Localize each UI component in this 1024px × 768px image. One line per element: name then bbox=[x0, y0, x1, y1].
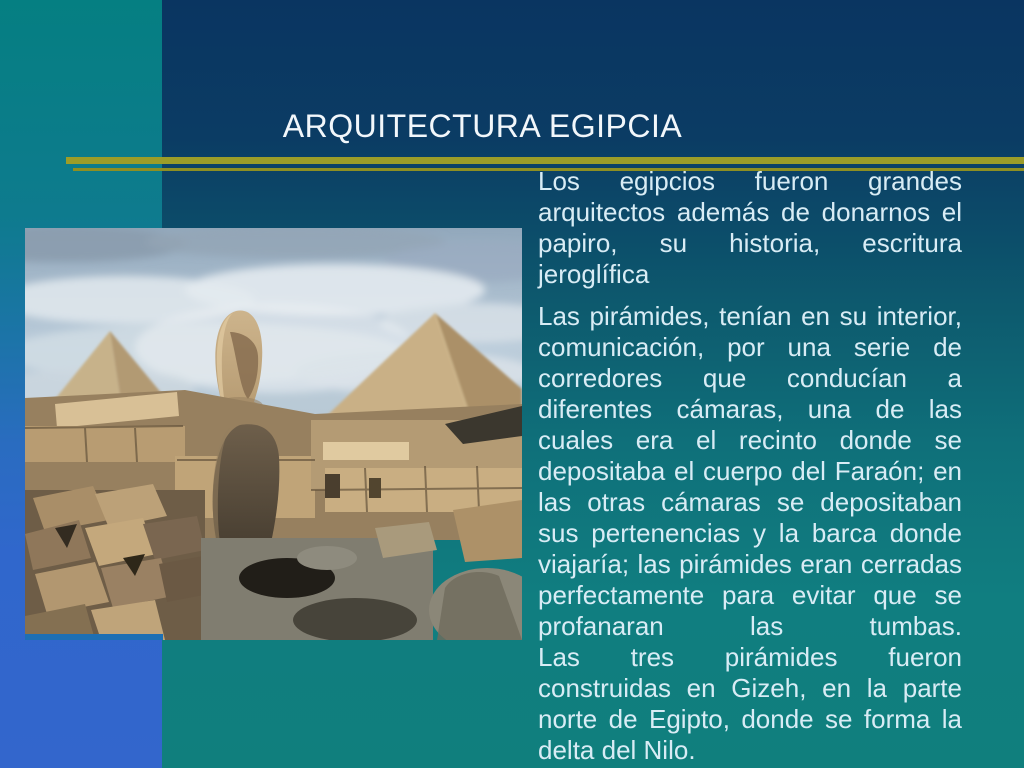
paragraph-pyramids-part1: Las pirámides, tenían en su interior, comunicación, por una serie de corredores que conducían a diferentes cámaras, una de las cuales era el recinto donde se depositaba el cuerpo del Faraón; en las otras cámaras se depositaban sus pertenencias y la barca donde viajaría; las pirámides eran cerradas perfectamente para evitar que se profanaran las tumbas. bbox=[538, 301, 962, 641]
title-underline-thick bbox=[66, 157, 1024, 164]
body-text-block bbox=[538, 166, 962, 768]
paragraph-intro: Los egipcios fueron grandes arquitectos además de donarnos el papiro, su historia, escritura jeroglífica bbox=[538, 166, 962, 289]
slide-title: ARQUITECTURA EGIPCIA bbox=[282, 108, 683, 144]
giza-pyramids-photo bbox=[25, 228, 522, 640]
paragraph-pyramids-part2: Las tres pirámides fueron construidas en Gizeh, en la parte norte de Egipto, donde se forma la delta del Nilo. bbox=[538, 642, 962, 765]
